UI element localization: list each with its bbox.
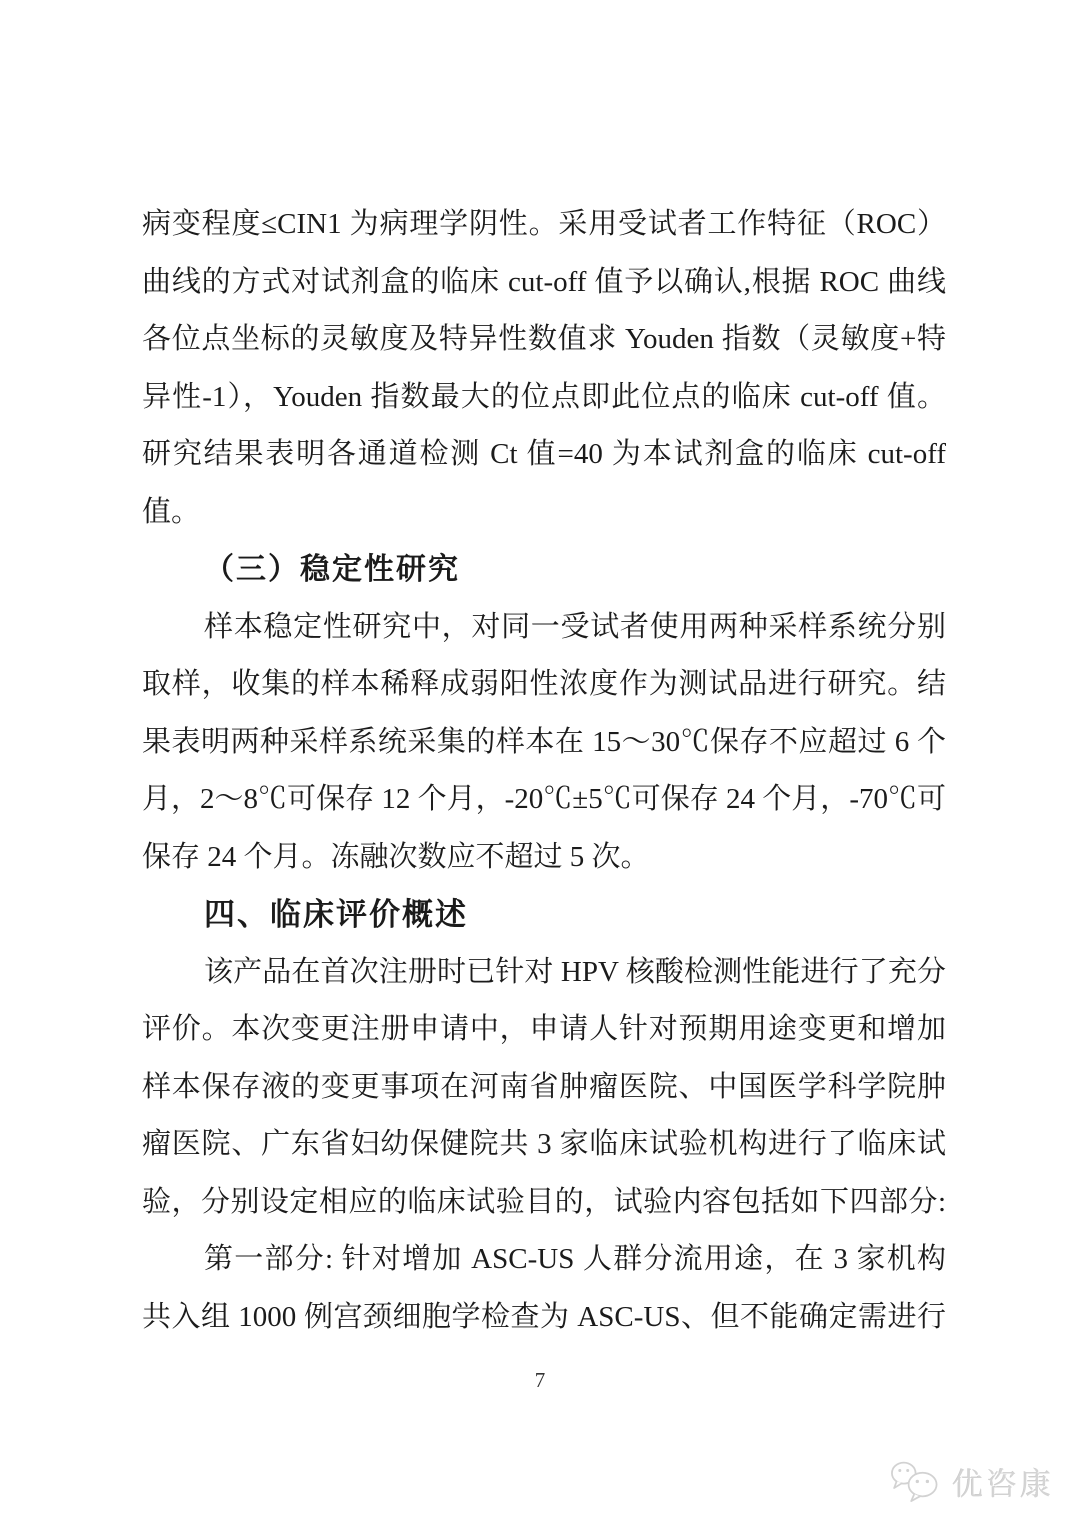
wechat-logo-icon — [888, 1458, 944, 1504]
section-heading: 四、临床评价概述 — [204, 897, 468, 932]
text-line: 评价。本次变更注册申请中，申请人针对预期用途变更和增加 — [142, 1013, 946, 1045]
text-line: 保存 24 个月。冻融次数应不超过 5 次。 — [142, 840, 650, 873]
text-line: 病变程度≤CIN1 为病理学阴性。采用受试者工作特征（ROC） — [142, 208, 946, 240]
text-line: 研究结果表明各通道检测 Ct 值=40 为本试剂盒的临床 cut-off — [142, 438, 946, 470]
text-line: 曲线的方式对试剂盒的临床 cut-off 值予以确认,根据 ROC 曲线 — [142, 265, 946, 298]
text-line: 值。 — [142, 495, 201, 528]
watermark-label: 优咨康 — [952, 1466, 1054, 1502]
document-body — [142, 196, 946, 1346]
text-line: 第一部分: 针对增加 ASC-US 人群分流用途，在 3 家机构 — [204, 1243, 946, 1275]
page-number: 7 — [534, 1368, 546, 1392]
text-line: 样本稳定性研究中，对同一受试者使用两种采样系统分别 — [204, 610, 946, 643]
watermark — [888, 1458, 1054, 1504]
text-line: 异性-1），Youden 指数最大的位点即此位点的临床 cut-off 值。 — [142, 380, 946, 413]
text-line: 样本保存液的变更事项在河南省肿瘤医院、中国医学科学院肿 — [142, 1070, 946, 1103]
text-line: 果表明两种采样系统采集的样本在 15～30℃保存不应超过 6 个 — [142, 725, 946, 758]
text-line: 各位点坐标的灵敏度及特异性数值求 Youden 指数（灵敏度+特 — [142, 323, 946, 355]
text-line: 该产品在首次注册时已针对 HPV 核酸检测性能进行了充分 — [204, 955, 946, 988]
text-line: 瘤医院、广东省妇幼保健院共 3 家临床试验机构进行了临床试 — [142, 1128, 946, 1160]
text-line: 共入组 1000 例宫颈细胞学检查为 ASC-US、但不能确定需进行 — [142, 1300, 946, 1333]
text-line: 验，分别设定相应的临床试验目的，试验内容包括如下四部分: — [142, 1185, 946, 1218]
section-heading: （三）稳定性研究 — [204, 553, 460, 586]
text-line: 月，2～8℃可保存 12 个月，-20℃±5℃可保存 24 个月，-70℃可 — [142, 783, 946, 815]
text-line: 取样，收集的样本稀释成弱阳性浓度作为测试品进行研究。结 — [142, 668, 946, 700]
